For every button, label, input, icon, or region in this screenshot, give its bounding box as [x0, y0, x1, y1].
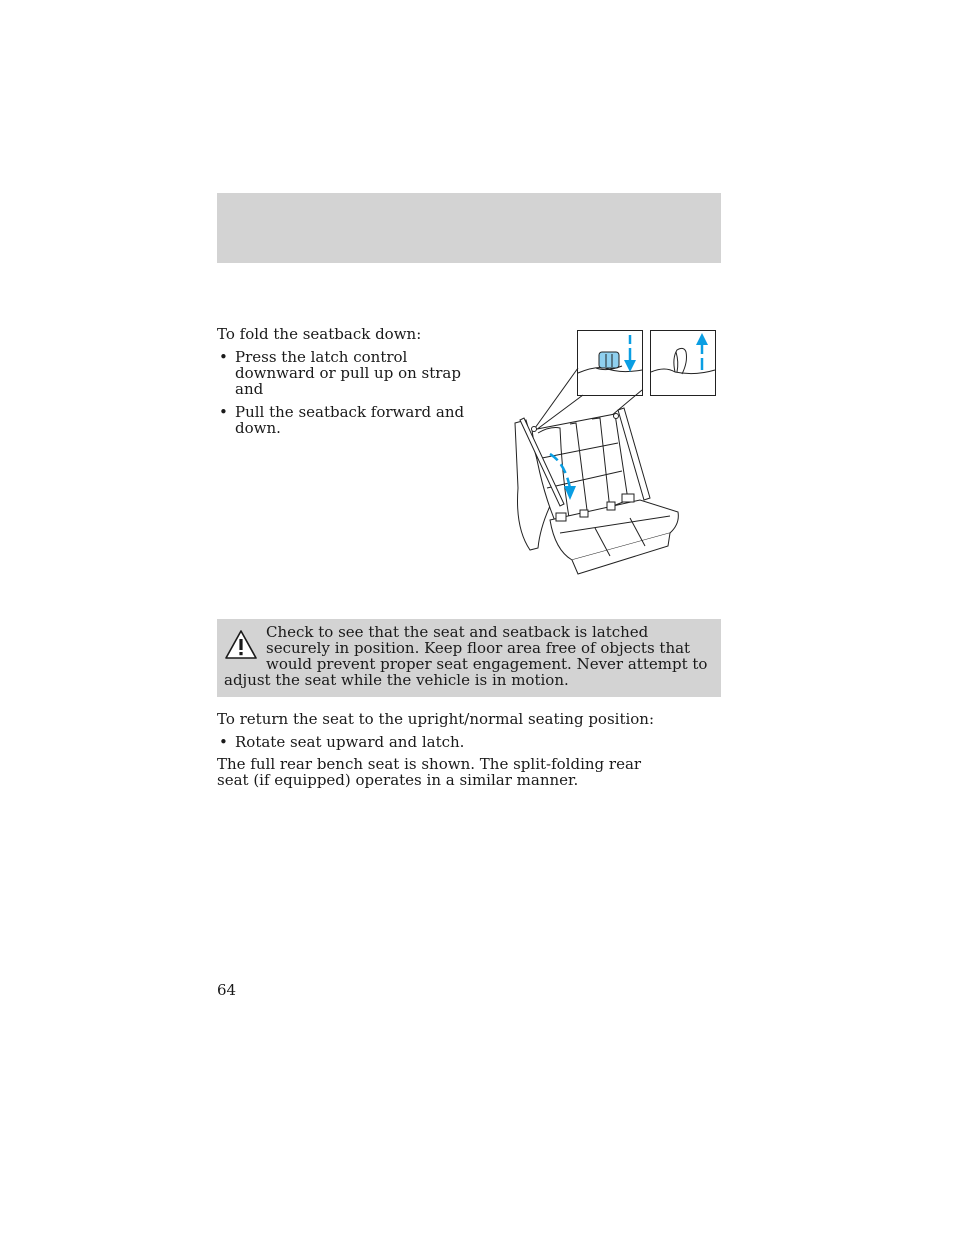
return-step: • Rotate seat upward and latch. [217, 734, 721, 750]
page-number: 64 [217, 981, 237, 999]
warning-box [217, 619, 721, 697]
fold-steps-list [217, 349, 477, 443]
strap-pull-inset [651, 331, 716, 396]
rear-seat-fold-illustration [510, 328, 720, 578]
bench-seat [515, 414, 678, 574]
return-steps-list [217, 734, 721, 750]
fold-intro: To fold the seatback down: [217, 325, 422, 343]
fold-step: • Press the latch control downward or pull up on strap and [217, 349, 477, 397]
seat-note: The full rear bench seat is shown. The split-folding rear seat (if equipped) operates in a similar manner. [217, 755, 642, 789]
header-band [217, 193, 721, 263]
warning-text: Check to see that the seat and seatback is latched securely in position. Keep floor area free of objects that would prevent proper seat engagement. Never attempt to adjust the seat while the vehicle is in motion. [224, 623, 708, 689]
warning-triangle-icon [224, 628, 258, 662]
return-intro: To return the seat to the upright/normal seating position: [217, 710, 655, 728]
fold-step: • Pull the seatback forward and down. [217, 404, 477, 436]
